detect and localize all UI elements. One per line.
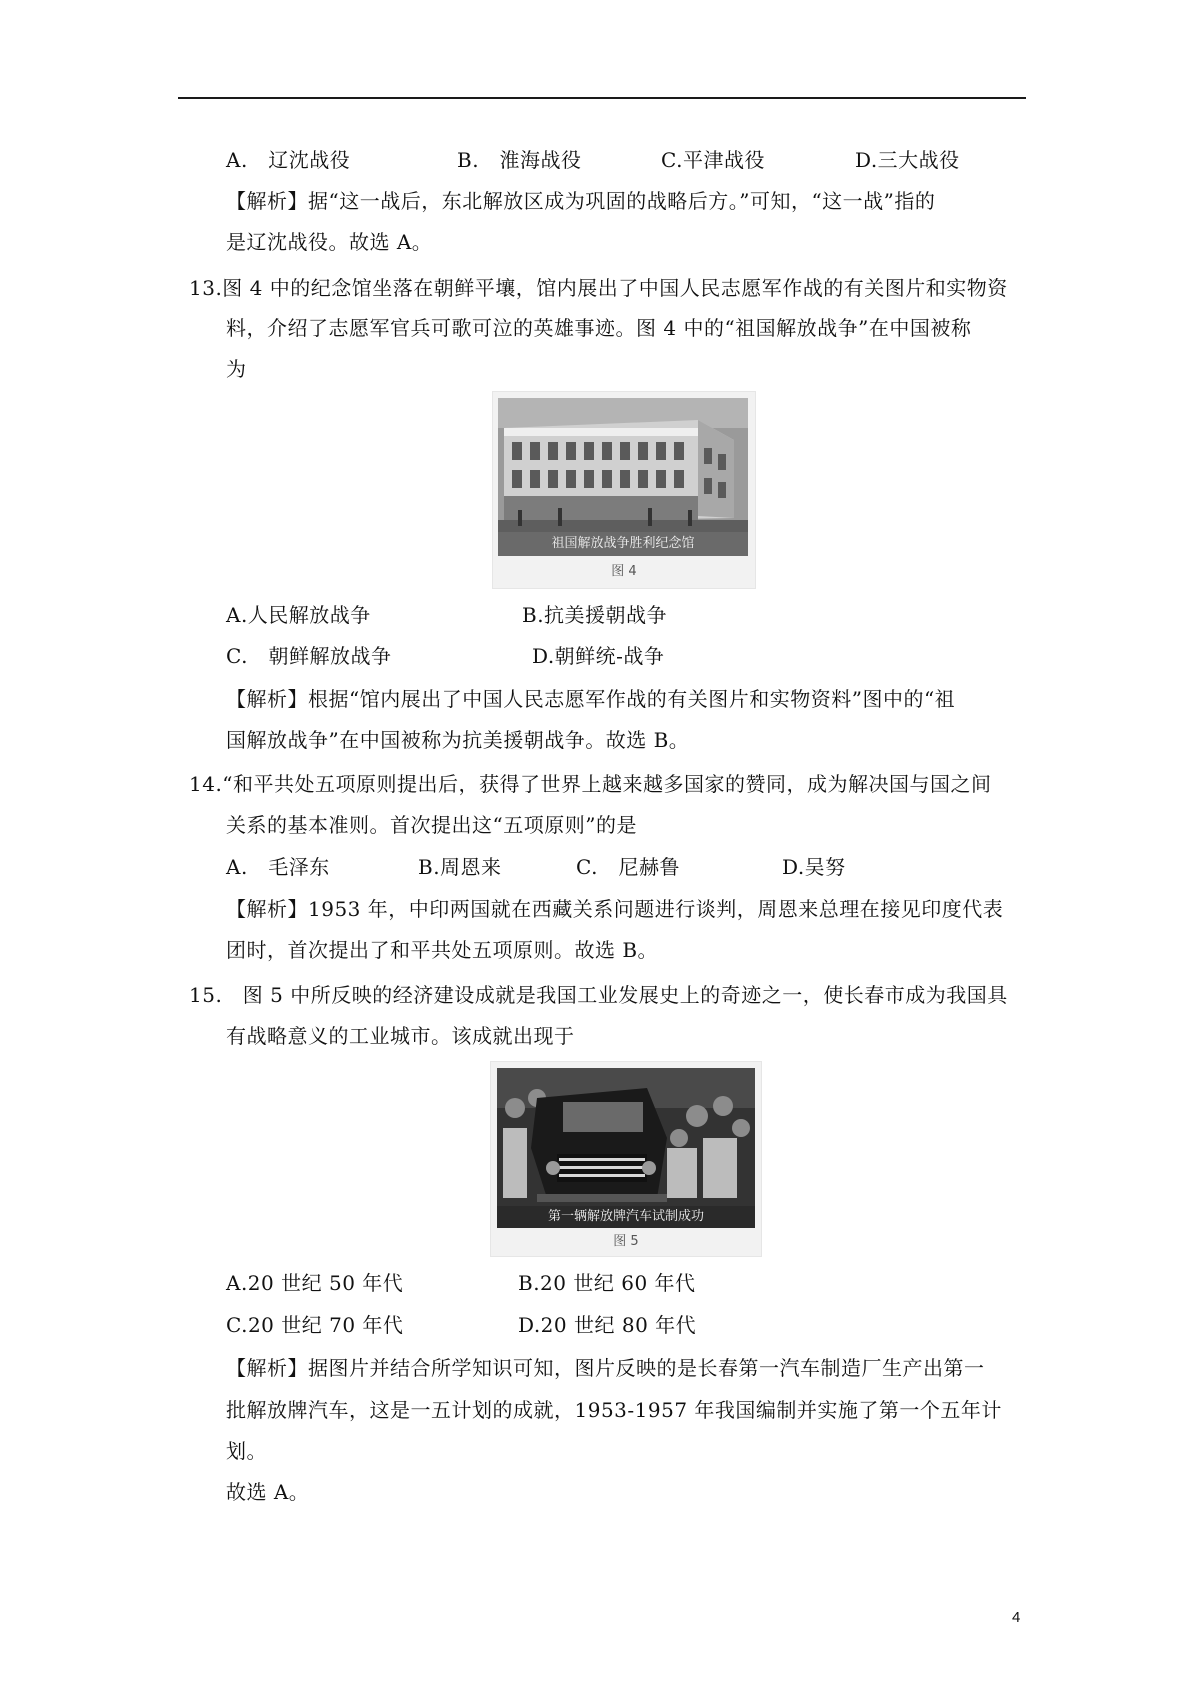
q14-analysis-line: 【解析】1953 年，中印两国就在西藏关系问题进行谈判，周恩来总理在接见印度代表 — [226, 897, 1004, 921]
figure-4-label: 图 4 — [611, 564, 637, 579]
figure-5 — [490, 1061, 762, 1257]
q15-stem-line: 有战略意义的工业城市。该成就出现于 — [226, 1024, 575, 1048]
q13-option-d: D.朝鲜统-战争 — [532, 644, 665, 668]
q13-stem-line: 为 — [226, 357, 247, 381]
q14-option-a: A. 毛泽东 — [226, 855, 330, 879]
q12-analysis-line: 【解析】据“这一战后，东北解放区成为巩固的战略后方。”可知，“这一战”指的 — [226, 189, 936, 213]
q13-stem-line: 13.图 4 中的纪念馆坐落在朝鲜平壤，馆内展出了中国人民志愿军作战的有关图片和实物资 — [189, 276, 1008, 300]
q14-stem-line: 14.“和平共处五项原则提出后，获得了世界上越来越多国家的赞同，成为解决国与国之间 — [189, 772, 992, 796]
q15-analysis-line: 批解放牌汽车，这是一五计划的成就，1953-1957 年我国编制并实施了第一个五年计 — [226, 1398, 1002, 1422]
q12-option-b: B. 淮海战役 — [457, 148, 582, 172]
q13-analysis-line: 国解放战争”在中国被称为抗美援朝战争。故选 B。 — [226, 728, 690, 752]
q14-option-c: C. 尼赫鲁 — [576, 855, 680, 879]
q12-option-a: A. 辽沈战役 — [226, 148, 351, 172]
figure-4-caption: 祖国解放战争胜利纪念馆 — [498, 532, 748, 556]
q15-stem-line: 15. 图 5 中所反映的经济建设成就是我国工业发展史上的奇迹之一，使长春市成为我国具 — [189, 983, 1008, 1007]
q12-analysis-line: 是辽沈战役。故选 A。 — [226, 230, 433, 254]
q13-option-b: B.抗美援朝战争 — [522, 603, 668, 627]
q12-option-d: D.三大战役 — [855, 148, 960, 172]
q14-option-d: D.吴努 — [782, 855, 846, 879]
q13-option-c: C. 朝鲜解放战争 — [226, 644, 392, 668]
q15-option-d: D.20 世纪 80 年代 — [518, 1313, 697, 1337]
first-truck-photo — [497, 1068, 755, 1228]
q14-option-b: B.周恩来 — [418, 855, 502, 879]
page-number: 4 — [1012, 1609, 1021, 1626]
q15-analysis-line: 故选 A。 — [226, 1480, 310, 1504]
q13-stem-line: 料，介绍了志愿军官兵可歌可泣的英雄事迹。图 4 中的“祖国解放战争”在中国被称 — [226, 316, 972, 340]
q14-analysis-line: 团时，首次提出了和平共处五项原则。故选 B。 — [226, 938, 659, 962]
q13-option-a: A.人民解放战争 — [226, 603, 371, 627]
figure-5-caption: 第一辆解放牌汽车试制成功 — [497, 1206, 755, 1228]
q15-analysis-line: 【解析】据图片并结合所学知识可知，图片反映的是长春第一汽车制造厂生产出第一 — [226, 1356, 985, 1380]
q15-option-c: C.20 世纪 70 年代 — [226, 1313, 404, 1337]
header-rule — [178, 97, 1026, 99]
q13-analysis-line: 【解析】根据“馆内展出了中国人民志愿军作战的有关图片和实物资料”图中的“祖 — [226, 687, 956, 711]
figure-4 — [492, 391, 756, 589]
q15-option-a: A.20 世纪 50 年代 — [226, 1271, 404, 1295]
q15-option-b: B.20 世纪 60 年代 — [518, 1271, 696, 1295]
figure-5-label: 图 5 — [613, 1234, 639, 1249]
q14-stem-line: 关系的基本准则。首次提出这“五项原则”的是 — [226, 813, 637, 837]
q12-option-c: C.平津战役 — [661, 148, 765, 172]
q15-analysis-line: 划。 — [226, 1439, 267, 1463]
